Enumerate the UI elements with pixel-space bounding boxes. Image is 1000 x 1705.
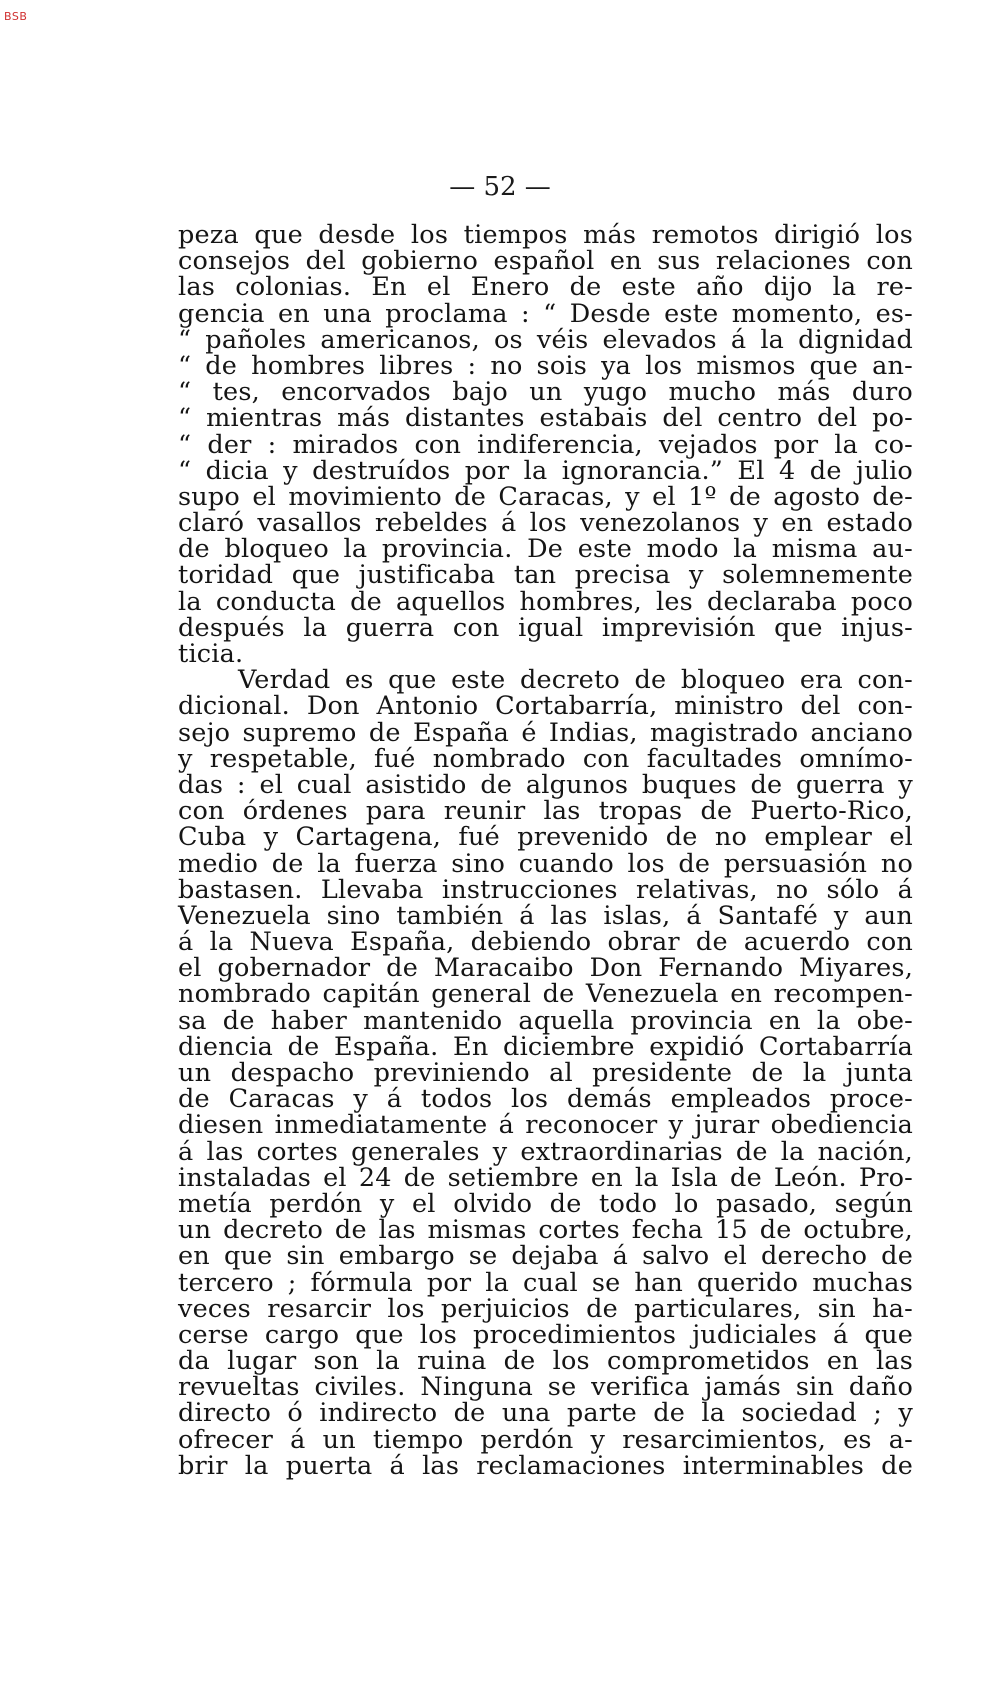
text-line: Verdad es que este decreto de bloqueo era con- [238, 665, 913, 696]
text-line: bastasen. Llevaba instrucciones relativas, no sólo á [178, 874, 913, 905]
text-line: nombrado capitán general de Venezuela en recompen- [178, 979, 913, 1010]
text-line: diesen inmediatamente á reconocer y jurar obediencia [178, 1110, 913, 1141]
text-line: supo el movimiento de Caracas, y el 1º de agosto de- [178, 481, 913, 512]
text-line: consejos del gobierno español en sus relaciones con [178, 246, 913, 277]
text-line: después la guerra con igual imprevisión que injus- [178, 612, 913, 643]
text-line: á la Nueva España, debiendo obrar de acuerdo con [178, 927, 913, 958]
text-line: toridad que justificaba tan precisa y solemnemente [178, 560, 913, 591]
text-line: tercero ; fórmula por la cual se han querido muchas [178, 1267, 913, 1298]
library-stamp: BSB [4, 10, 28, 23]
text-line: diencia de España. En diciembre expidió Cortabarría [178, 1031, 913, 1062]
text-line: á las cortes generales y extraordinarias de la nación, [178, 1136, 913, 1167]
text-line: sejo supremo de España é Indias, magistrado anciano [178, 717, 913, 748]
text-line: medio de la fuerza sino cuando los de persuasión no [178, 848, 913, 879]
text-line: das : el cual asistido de algunos buques de guerra y [178, 769, 913, 800]
text-line: “ tes, encorvados bajo un yugo mucho más duro [178, 377, 913, 408]
text-line: un decreto de las mismas cortes fecha 15 de octubre, [178, 1215, 913, 1246]
text-line: “ dicia y destruídos por la ignorancia.” El 4 de julio [178, 455, 913, 486]
text-line: el gobernador de Maracaibo Don Fernando Miyares, [178, 953, 913, 984]
text-line: la conducta de aquellos hombres, les declaraba poco [178, 586, 913, 617]
text-line: “ der : mirados con indiferencia, vejados por la co- [178, 429, 913, 460]
text-line: claró vasallos rebeldes á los venezolanos y en estado [178, 508, 913, 539]
text-line: metía perdón y el olvido de todo lo pasado, según [178, 1188, 913, 1219]
text-line: las colonias. En el Enero de este año dijo la re- [178, 272, 913, 303]
text-line: cerse cargo que los procedimientos judiciales á que [178, 1319, 913, 1350]
text-line: veces resarcir los perjuicios de particulares, sin ha- [178, 1293, 913, 1324]
text-line: ticia. [178, 639, 244, 669]
text-line: da lugar son la ruina de los comprometidos en las [178, 1346, 913, 1377]
text-line: “ mientras más distantes estabais del centro del po- [178, 403, 913, 434]
text-line: Cuba y Cartagena, fué prevenido de no emplear el [178, 822, 913, 853]
text-line: sa de haber mantenido aquella provincia en la obe- [178, 1005, 913, 1036]
text-line: y respetable, fué nombrado con facultades omnímo- [178, 743, 913, 774]
page-number: — 52 — [449, 172, 551, 202]
text-line: brir la puerta á las reclamaciones interminables de [178, 1450, 913, 1481]
text-line: revueltas civiles. Ninguna se verifica jamás sin daño [178, 1372, 913, 1403]
text-line: “ de hombres libres : no sois ya los mismos que an- [178, 350, 913, 381]
body-text [178, 222, 913, 1479]
text-line: directo ó indirecto de una parte de la sociedad ; y [178, 1398, 913, 1429]
text-line: de bloqueo la provincia. De este modo la misma au- [178, 534, 913, 565]
text-line: peza que desde los tiempos más remotos dirigió los [178, 220, 913, 250]
text-line: de Caracas y á todos los demás empleados proce- [178, 1084, 913, 1115]
text-line: ofrecer á un tiempo perdón y resarcimientos, es a- [178, 1424, 913, 1455]
text-line: con órdenes para reunir las tropas de Puerto-Rico, [178, 796, 913, 827]
text-line: dicional. Don Antonio Cortabarría, ministro del con- [178, 691, 913, 722]
text-line: Venezuela sino también á las islas, á Santafé y aun [178, 900, 913, 931]
text-line: gencia en una proclama : “ Desde este momento, es- [178, 298, 913, 329]
text-line: “ pañoles americanos, os véis elevados á la dignidad [178, 324, 913, 355]
text-line: un despacho previniendo al presidente de la junta [178, 1058, 913, 1088]
text-line: instaladas el 24 de setiembre en la Isla de León. Pro- [178, 1162, 913, 1193]
text-line: en que sin embargo se dejaba á salvo el derecho de [178, 1241, 913, 1272]
